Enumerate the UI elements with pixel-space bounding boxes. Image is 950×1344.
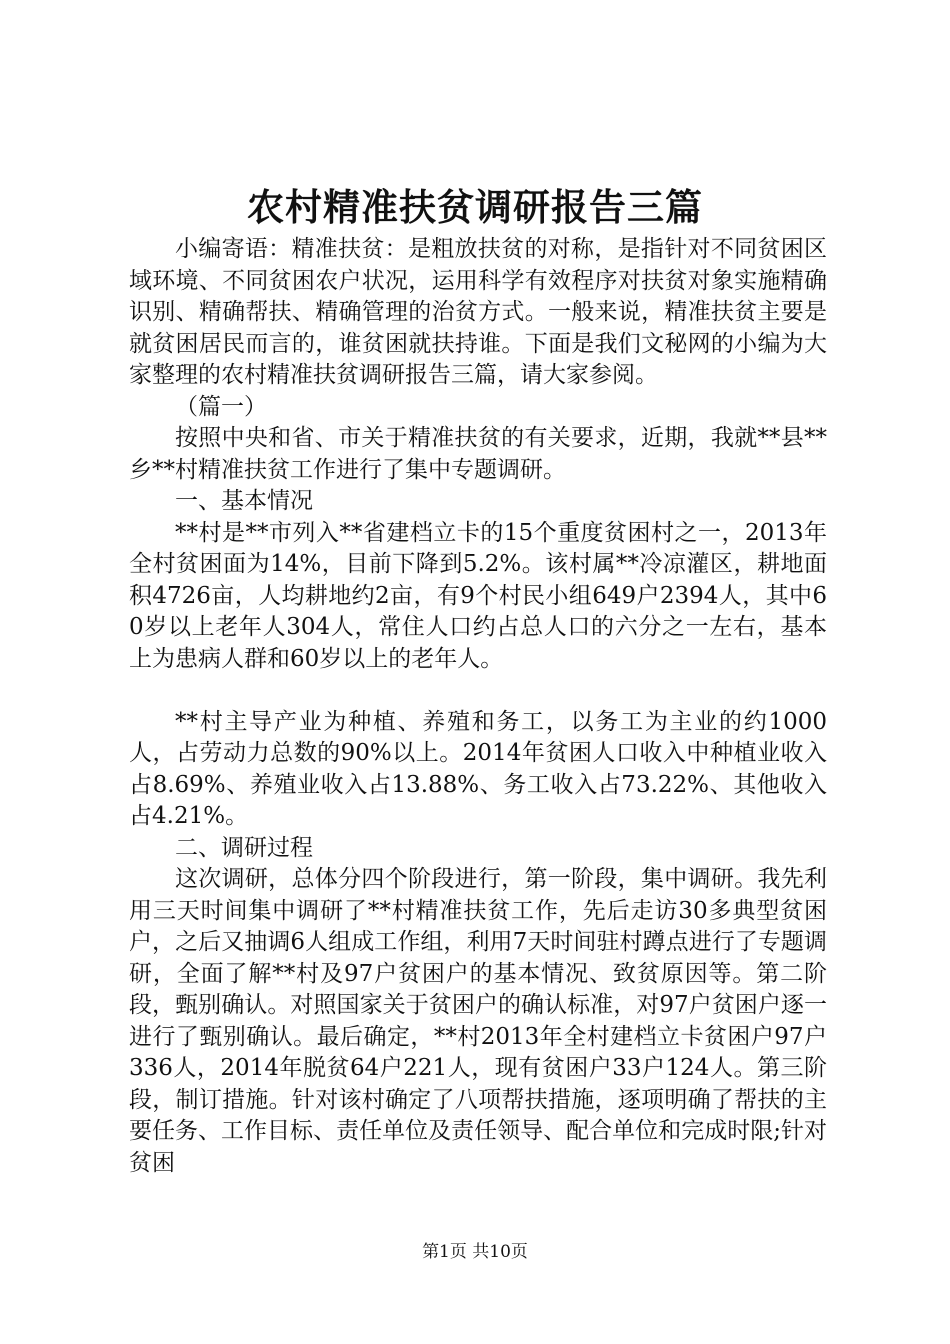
document-body xyxy=(129,234,827,1179)
intro-paragraph: 小编寄语：精准扶贫：是粗放扶贫的对称，是指针对不同贫困区域环境、不同贫困农户状况，运用科学有效程序对扶贫对象实施精确识别、精确帮扶、精确管理的治贫方式。一般来说，精准扶贫主要是就贫困居民而言的，谁贫困就扶持谁。下面是我们文秘网的小编为大家整理的农村精准扶贫调研报告三篇，请大家参阅。 xyxy=(129,236,827,388)
body-paragraph: 这次调研，总体分四个阶段进行，第一阶段，集中调研。我先利用三天时间集中调研了**村精准扶贫工作，先后走访30多典型贫困户，之后又抽调6人组成工作组，利用7天时间驻村蹲点进行了专题调研，全面了解**村及97户贫困户的基本情况、致贫原因等。第二阶段，甄别确认。对照国家关于贫困户的确认标准，对97户贫困户逐一进行了甄别确认。最后确定，**村2013年全村建档立卡贫困户97户336人，2014年脱贫64户221人，现有贫困户33户124人。第三阶段，制订措施。针对该村确定了八项帮扶措施，逐项明确了帮扶的主要任务、工作目标、责任单位及责任领导、配合单位和完成时限;针对贫困 xyxy=(129,866,827,1176)
body-paragraph: 按照中央和省、市关于精准扶贫的有关要求，近期，我就**县**乡**村精准扶贫工作进行了集中专题调研。 xyxy=(129,425,827,483)
section-heading: 二、调研过程 xyxy=(175,834,313,861)
section-label: （篇一） xyxy=(175,393,267,420)
document-title: 农村精准扶贫调研报告三篇 xyxy=(247,185,703,229)
body-paragraph: **村是**市列入**省建档立卡的15个重度贫困村之一，2013年全村贫困面为14%，目前下降到5.2%。该村属**冷凉灌区，耕地面积4726亩，人均耕地约2亩，有9个村民小组649户2394人，其中60岁以上老年人304人，常住人口约占总人口的六分之一左右，基本上为患病人群和60岁以上的老年人。 xyxy=(129,519,827,672)
page-footer: 第1页 共10页 xyxy=(422,1242,528,1262)
section-heading: 一、基本情况 xyxy=(175,488,313,514)
body-paragraph: **村主导产业为种植、养殖和务工，以务工为主业的约1000人，占劳动力总数的90%以上。2014年贫困人口收入中种植业收入占8.69%、养殖业收入占13.88%、务工收入占73.22%、其他收入占4.21%。 xyxy=(129,708,827,829)
